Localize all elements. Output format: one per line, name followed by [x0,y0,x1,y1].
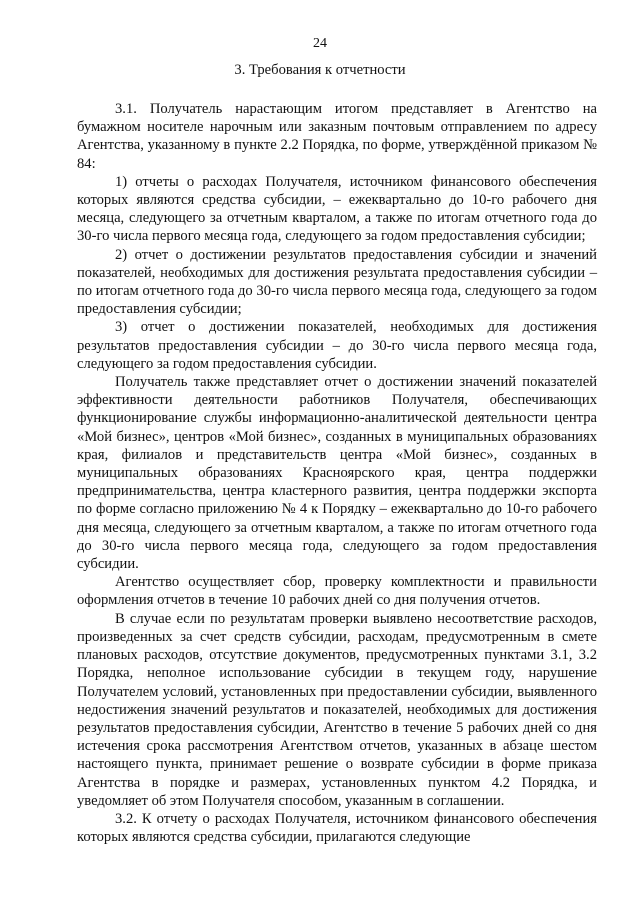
paragraph-efficiency-report: Получатель также представляет отчет о достижении значений показателей эффективности деятельности работников Получателя, обеспечивающих функционирование службы информационно-аналитической деятельности центра «Мой бизнес», центров «Мой бизнес», созданных в муниципальных образованиях края, филиалов и представительств центра «Мой бизнес», созданных в муниципальных образованиях Красноярского края, центра поддержки предпринимательства, центра кластерного развития, центра поддержки экспорта по форме согласно приложению № 4 к Порядку – ежеквартально до 10-го рабочего дня месяца, следующего за отчетным кварталом, а также по итогам отчетного года до 30-го числа первого месяца года, следующего за годом предоставления субсидии. [77,374,597,573]
paragraph-3-1: 3.1. Получатель нарастающим итогом представляет в Агентство на бумажном носителе нарочным или заказным почтовым отправлением по адресу Агентства, указанному в пункте 2.2 Порядка, по форме, утверждённой приказом № 84: [77,101,597,172]
paragraph-item-1: 1) отчеты о расходах Получателя, источником финансового обеспечения которых являются средства субсидии, – ежеквартально до 10-го рабочего дня месяца, следующего за отчетным кварталом, а также по итогам отчетного года до 30-го числа первого месяца года, следующего за годом предоставления субсидии; [77,173,597,245]
section-title: 3. Требования к отчетности [234,62,406,78]
page-number: 24 [313,36,327,51]
document-body [77,100,597,846]
paragraph-3-2: 3.2. К отчету о расходах Получателя, источником финансового обеспечения которых являются средства субсидии, прилагаются следующие [77,810,597,846]
paragraph-item-2: 2) отчет о достижении результатов предоставления субсидии и значений показателей, необходимых для достижения результата предоставления субсидии – по итогам отчетного года до 30-го числа первого месяца года, следующего за годом предоставления субсидии; [77,246,597,318]
paragraph-agency-check: Агентство осуществляет сбор, проверку комплектности и правильности оформления отчетов в течение 10 рабочих дней со дня получения отчетов. [77,574,597,609]
paragraph-item-3: 3) отчет о достижении показателей, необходимых для достижения результатов предоставления субсидии – до 30-го числа первого месяца года, следующего за годом предоставления субсидии. [77,319,597,372]
paragraph-refund-decision: В случае если по результатам проверки выявлено несоответствие расходов, произведенных за счет средств субсидии, расходам, предусмотренным в смете плановых расходов, отсутствие документов, предусмотренных пунктами 3.1, 3.2 Порядка, неполное использование субсидии в текущем году, нарушение Получателем условий, установленных при предоставлении субсидии, выявленного недостижения значений результатов и показателей, необходимых для достижения результатов предоставления субсидии, Агентство в течение 5 рабочих дней со дня истечения срока рассмотрения Агентством отчетов, указанных в абзаце шестом настоящего пункта, принимает решение о возврате субсидии в форме приказа Агентства в порядке и размерах, установленных пунктом 4.2 Порядка, и уведомляет об этом Получателя способом, указанным в соглашении. [77,610,597,809]
